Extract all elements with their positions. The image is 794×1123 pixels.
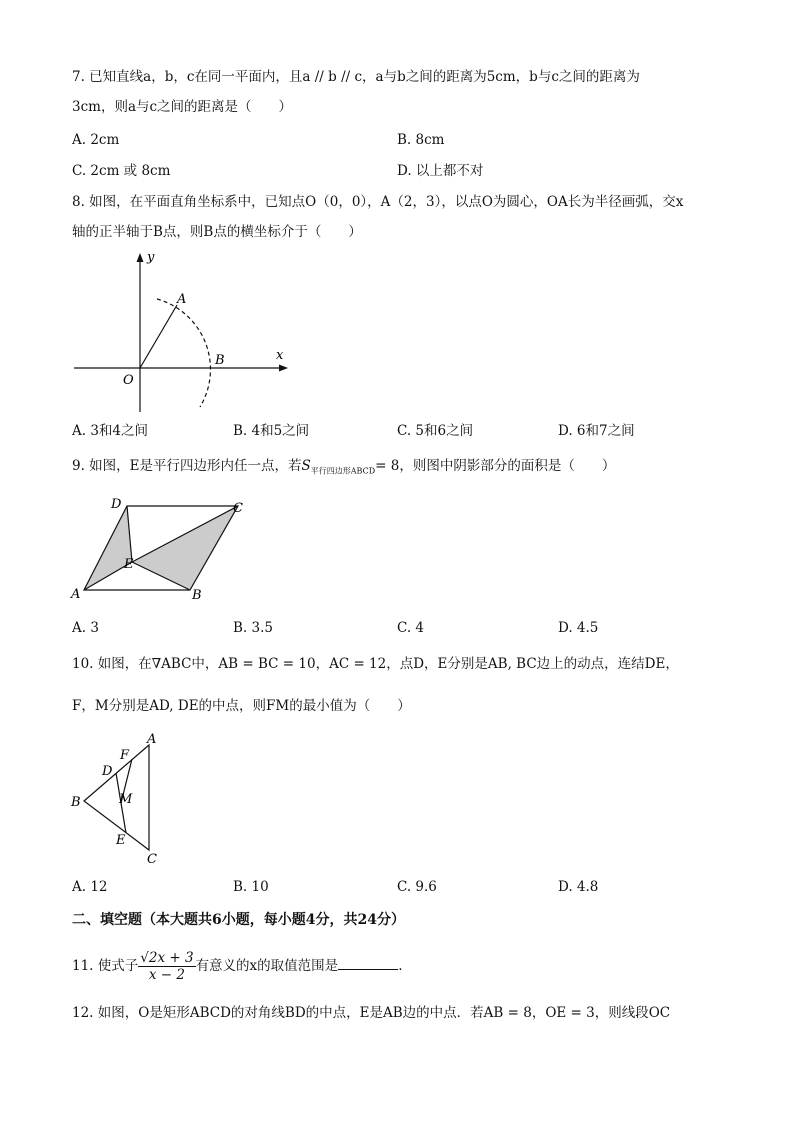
point-m-label: M [119, 792, 133, 807]
q7-stem-line1: 7. 已知直线a，b，c在同一平面内，且a // b // c，a与b之间的距离为5cm，b与c之间的距离为 [72, 69, 640, 85]
q9-prefix: 9. 如图，E是平行四边形内任一点，若 [72, 458, 302, 474]
q8-option-c: C. 5和6之间 [397, 423, 474, 439]
q9-option-b: B. 3.5 [233, 620, 273, 636]
origin-label: O [123, 373, 134, 388]
q8-option-d: D. 6和7之间 [558, 423, 635, 439]
vertex-c-label: C [233, 501, 243, 516]
vertex-b-label: B [71, 795, 81, 810]
q11-denominator: x − 2 [148, 967, 185, 983]
point-f-label: F [120, 748, 130, 763]
q9-area-value: = 8 [375, 458, 400, 474]
y-axis-label: y [147, 250, 155, 265]
q11-mid: 有意义的x的取值范围是 [195, 958, 339, 974]
q10-stem-line1: 10. 如图，在∇ABC中，AB = BC = 10，AC = 12，点D，E分别是AB, BC边上的动点，连结DE， [72, 656, 679, 672]
q7-stem-line2: 3cm，则a与c之间的距离是（ ） [72, 99, 293, 115]
q7-option-c: C. 2cm 或 8cm [72, 163, 171, 179]
q10-option-c: C. 9.6 [397, 879, 437, 895]
q7-option-a: A. 2cm [72, 132, 120, 148]
y-axis-arrow [137, 253, 144, 262]
q11-stem [72, 948, 402, 984]
q8-option-a: A. 3和4之间 [72, 423, 149, 439]
q8-option-b: B. 4和5之间 [233, 423, 310, 439]
vertex-b-label: B [192, 588, 202, 603]
section-2-heading: 二、填空题（本大题共6小题，每小题4分，共24分） [72, 912, 405, 928]
q9-option-c: C. 4 [397, 620, 425, 636]
q9-parallelogram-figure [60, 490, 280, 605]
point-e-label: E [116, 833, 126, 848]
q12-stem-line1: 12. 如图，O是矩形ABCD的对角线BD的中点，E是AB边的中点．若AB = 8，OE = 3，则线段OC [72, 1005, 671, 1021]
q10-triangle-figure [60, 728, 180, 868]
q9-option-d: D. 4.5 [558, 620, 599, 636]
q9-option-a: A. 3 [72, 620, 99, 636]
q9-area-subscript: 平行四边形ABCD [310, 466, 376, 476]
q11-fraction [138, 950, 195, 983]
point-b-label: B [215, 353, 225, 368]
q9-suffix: ，则图中阴影部分的面积是（ ） [399, 458, 616, 474]
q8-stem-line1: 8. 如图，在平面直角坐标系中，已知点O（0，0），A（2，3），以点O为圆心，OA长为半径画弧，交x [72, 194, 684, 210]
vertex-a-label: A [71, 587, 81, 602]
shaded-triangle-bce [132, 506, 238, 590]
vertex-a-label: A [147, 732, 157, 747]
q8-stem-line2: 轴的正半轴于B点，则B点的横坐标介于（ ） [72, 224, 362, 240]
dashed-arc [157, 299, 210, 407]
point-e-label: E [124, 557, 134, 572]
vertex-c-label: C [147, 852, 157, 867]
shaded-triangle-ade [84, 506, 132, 590]
q10-option-d: D. 4.8 [558, 879, 599, 895]
q11-end: . [398, 958, 403, 974]
x-axis-label: x [276, 348, 284, 363]
q8-coordinate-figure [60, 245, 300, 420]
vertex-d-label: D [111, 497, 122, 512]
q11-answer-blank[interactable] [338, 957, 398, 970]
point-d-label: D [102, 764, 113, 779]
q11-numerator: √2x + 3 [140, 950, 194, 966]
q10-option-b: B. 10 [233, 879, 269, 895]
q7-option-d: D. 以上都不对 [397, 163, 484, 179]
x-axis-arrow [279, 365, 288, 372]
q9-area-symbol: S [301, 458, 311, 474]
q10-option-a: A. 12 [72, 879, 108, 895]
q11-prefix: 11. 使式子 [72, 958, 139, 974]
q10-stem-line2: F，M分别是AD, DE的中点，则FM的最小值为（ ） [72, 698, 411, 714]
point-a-label: A [177, 292, 187, 307]
q9-stem [72, 457, 615, 481]
q7-option-b: B. 8cm [397, 132, 445, 148]
segment-oa [140, 305, 177, 368]
